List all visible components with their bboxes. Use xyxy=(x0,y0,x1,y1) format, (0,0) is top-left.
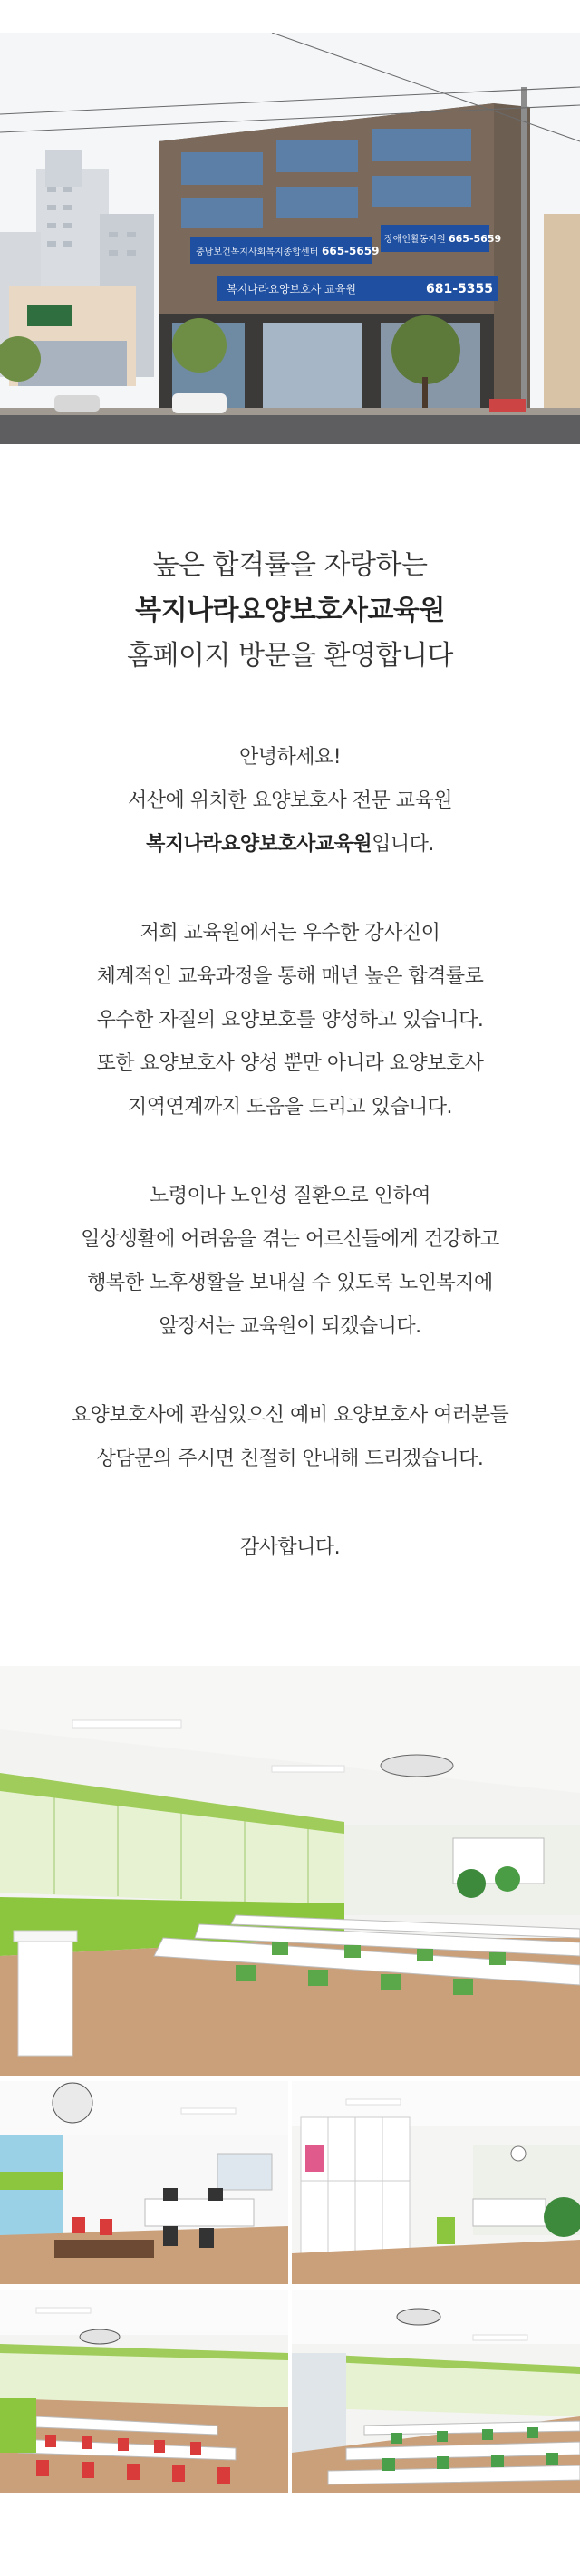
intro-p4-line-1: 요양보호사에 관심있으신 예비 요양보호사 여러분들 xyxy=(71,1404,509,1427)
intro-p1-line-1: 안녕하세요! xyxy=(238,746,342,769)
intro-p2-line-3: 우수한 자질의 요양보호를 양성하고 있습니다. xyxy=(96,1009,484,1031)
intro-p2-line-5: 지역연계까지 도움을 드리고 있습니다. xyxy=(127,1096,452,1119)
academy-name-bold: 복지나라요양보호사교육원 xyxy=(146,833,372,856)
sign1-org: 충남보건복지사회복지종합센터 xyxy=(196,247,319,257)
office-photo-2 xyxy=(292,2081,580,2284)
office-photo-1 xyxy=(0,2081,288,2284)
building-photo xyxy=(0,33,580,444)
sign2-phone: 665-5659 xyxy=(449,233,502,245)
classroom-photo-main xyxy=(0,1666,580,2076)
intro-p1-line-2: 서산에 위치한 요양보호사 전문 교육원 xyxy=(127,789,452,812)
sign1-phone: 665-5659 xyxy=(322,245,380,257)
heading-line-1: 높은 합격률을 자랑하는 xyxy=(152,549,428,581)
intro-p3-line-1: 노령이나 노인성 질환으로 인하여 xyxy=(149,1185,430,1207)
intro-p3-line-3: 행복한 노후생활을 보내실 수 있도록 노인복지에 xyxy=(87,1272,493,1294)
intro-p4-line-2: 상담문의 주시면 친절히 안내해 드리겠습니다. xyxy=(96,1448,484,1470)
classroom-photo-2 xyxy=(0,2290,288,2493)
intro-p2-line-1: 저희 교육원에서는 우수한 강사진이 xyxy=(140,922,440,944)
heading-line-2: 복지나라요양보호사교육원 xyxy=(135,595,445,626)
intro-p3-line-4: 앞장서는 교육원이 되겠습니다. xyxy=(159,1315,421,1338)
intro-p3-line-2: 일상생활에 어려움을 겪는 어르신들에게 건강하고 xyxy=(81,1228,499,1251)
intro-closing: 감사합니다. xyxy=(239,1536,341,1559)
intro-p2-line-2: 체계적인 교육과정을 통해 매년 높은 합격률로 xyxy=(96,965,484,988)
academy-name-tail: 입니다. xyxy=(372,833,434,856)
sign3-name: 복지나라요양보호사 교육원 xyxy=(227,283,356,295)
sign3-phone: 681-5355 xyxy=(426,282,493,296)
intro-p1-line-3 xyxy=(0,828,580,857)
classroom-photo-3 xyxy=(292,2290,580,2493)
heading-line-3: 홈페이지 방문을 환영합니다 xyxy=(127,640,453,672)
sign2-org: 장애인활동지원 xyxy=(384,235,446,245)
intro-p2-line-4: 또한 요양보호사 양성 뿐만 아니라 요양보호사 xyxy=(96,1052,484,1075)
